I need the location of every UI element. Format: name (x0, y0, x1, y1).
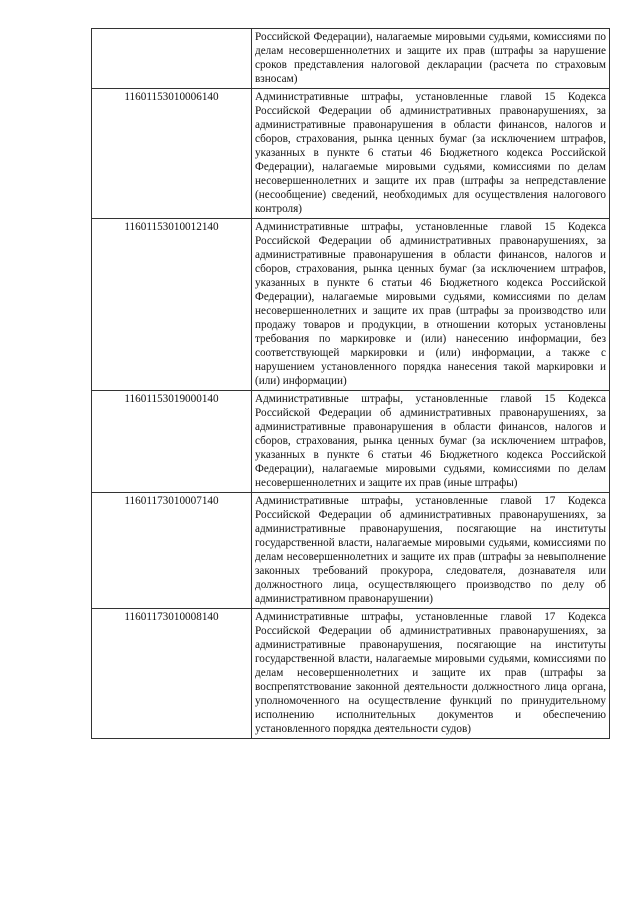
table-row (92, 89, 610, 219)
description-cell: Административные штрафы, установленные главой 15 Кодекса Российской Федерации об административных правонарушениях, за административные правонарушения в области финансов, налогов и сборов, страхования, рынка ценных бумаг (за исключением штрафов, указанных в пункте 6 статьи 46 Бюджетного кодекса Российской Федерации), налагаемые мировыми судьями, комиссиями по делам несовершеннолетних и защите их прав (штрафы за производство или продажу товаров и продукции, в отношении которых установлены требования по маркировке и (или) нанесению информации, без соответствующей маркировки и (или) информации, а также с нарушением установленного порядка нанесения такой маркировки и (или) информации) (252, 219, 610, 391)
description-cell: Административные штрафы, установленные главой 17 Кодекса Российской Федерации об административных правонарушениях, за административные правонарушения, посягающие на институты государственной власти, налагаемые мировыми судьями, комиссиями по делам несовершеннолетних и защите их прав (штрафы за невыполнение законных требований прокурора, следователя, дознавателя или должностного лица, осуществляющего производство по делу об административном правонарушении) (252, 493, 610, 609)
table-row (92, 609, 610, 739)
table-row (92, 391, 610, 493)
budget-code-cell: 11601173010008140 (92, 609, 252, 739)
budget-code-cell: 11601153010006140 (92, 89, 252, 219)
table-row (92, 219, 610, 391)
budget-code-cell (92, 29, 252, 89)
description-cell: Административные штрафы, установленные главой 15 Кодекса Российской Федерации об административных правонарушениях, за административные правонарушения в области финансов, налогов и сборов, страхования, рынка ценных бумаг (за исключением штрафов, указанных в пункте 6 статьи 46 Бюджетного кодекса Российской Федерации), налагаемые мировыми судьями, комиссиями по делам несовершеннолетних и защите их прав (штрафы за непредставление (несообщение) сведений, необходимых для осуществления налогового контроля) (252, 89, 610, 219)
budget-code-cell: 11601173010007140 (92, 493, 252, 609)
description-cell: Российской Федерации), налагаемые мировыми судьями, комиссиями по делам несовершеннолетних и защите их прав (штрафы за нарушение сроков представления налоговой декларации (расчета по страховым взносам) (252, 29, 610, 89)
budget-codes-table (91, 28, 610, 739)
table-row (92, 493, 610, 609)
table-row (92, 29, 610, 89)
description-cell: Административные штрафы, установленные главой 17 Кодекса Российской Федерации об административных правонарушениях, за административные правонарушения, посягающие на институты государственной власти, налагаемые мировыми судьями, комиссиями по делам несовершеннолетних и защите их прав (штрафы за воспрепятствование законной деятельности должностного лица органа, уполномоченного на осуществление функций по принудительному исполнению исполнительных документов и обеспечению установленного порядка деятельности судов) (252, 609, 610, 739)
description-cell: Административные штрафы, установленные главой 15 Кодекса Российской Федерации об административных правонарушениях, за административные правонарушения в области финансов, налогов и сборов, страхования, рынка ценных бумаг (за исключением штрафов, указанных в пункте 6 статьи 46 Бюджетного кодекса Российской Федерации), налагаемые мировыми судьями, комиссиями по делам несовершеннолетних и защите их прав (иные штрафы) (252, 391, 610, 493)
budget-code-cell: 11601153010012140 (92, 219, 252, 391)
budget-code-cell: 11601153019000140 (92, 391, 252, 493)
